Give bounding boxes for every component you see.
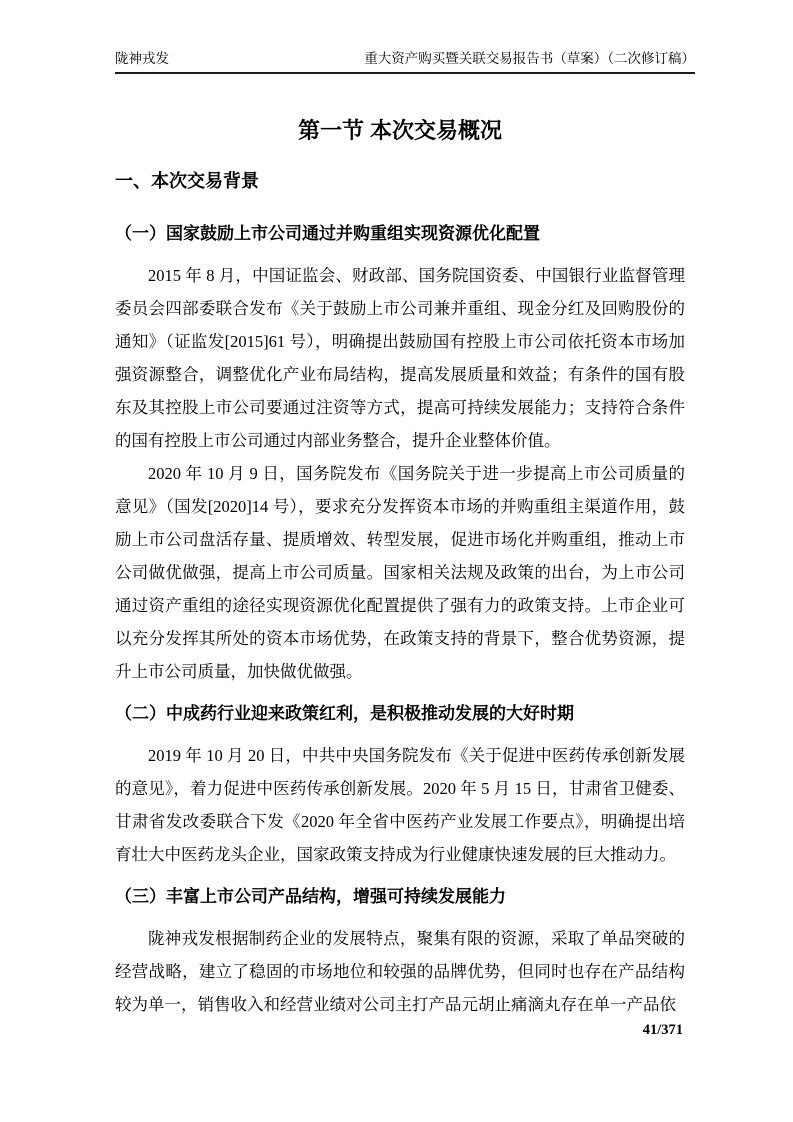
section-heading-background: 一、本次交易背景	[115, 171, 259, 191]
subsection-heading-3: （三）丰富上市公司产品结构，增强可持续发展能力	[115, 887, 506, 906]
paragraph: 2019 年 10 月 20 日，中共中央国务院发布《关于促进中医药传承创新发展的意见》，着力促进中医药传承创新发展。2020 年 5 月 15 日，甘肃省卫健委、甘肃省发改委联合下发《2020 年全省中医药产业发展工作要点》，明确提出培育壮大中医药龙头企业，国家政策支持成为行业健康快速发展的巨大推动力。	[115, 746, 685, 864]
paragraph: 2020 年 10 月 9 日，国务院发布《国务院关于进一步提高上市公司质量的意见》（国发[2020]14 号），要求充分发挥资本市场的并购重组主渠道作用，鼓励上市公司盘活存量、提质增效、转型发展，促进市场化并购重组，推动上市公司做优做强，提高上市公司质量。国家相关法规及政策的出台，为上市公司通过资产重组的途径实现资源优化配置提供了强有力的政策支持。上市企业可以充分发挥其所处的资本市场优势，在政策支持的背景下，整合优势资源，提升上市公司质量，加快做优做强。	[115, 464, 685, 681]
chapter-title: 第一节 本次交易概况	[297, 118, 503, 143]
page-number: 41/371	[642, 1022, 683, 1038]
header-company-name: 陇神戎发	[115, 51, 169, 66]
page-header	[115, 50, 695, 74]
paragraph: 2015 年 8 月，中国证监会、财政部、国务院国资委、中国银行业监督管理委员会四部委联合发布《关于鼓励上市公司兼并重组、现金分红及回购股份的通知》（证监发[2015]61 号），明确提出鼓励国有控股上市公司依托资本市场加强资源整合，调整优化产业布局结构，提高发展质量和效益；有条件的国有股东及其控股上市公司要通过注资等方式，提高可持续发展能力；支持符合条件的国有控股上市公司通过内部业务整合，提升企业整体价值。	[115, 266, 685, 450]
document-body	[115, 96, 685, 1021]
header-report-title: 重大资产购买暨关联交易报告书（草案）（二次修订稿）	[364, 51, 695, 66]
subsection-heading-2: （二）中成药行业迎来政策红利，是积极推动发展的大好时期	[115, 704, 574, 723]
paragraph: 陇神戎发根据制药企业的发展特点，聚集有限的资源，采取了单品突破的经营战略，建立了稳固的市场地位和较强的品牌优势，但同时也存在产品结构较为单一，销售收入和经营业绩对公司主打产品元胡止痛滴丸存在单一产品依	[115, 929, 685, 1014]
subsection-heading-1: （一）国家鼓励上市公司通过并购重组实现资源优化配置	[115, 224, 540, 243]
